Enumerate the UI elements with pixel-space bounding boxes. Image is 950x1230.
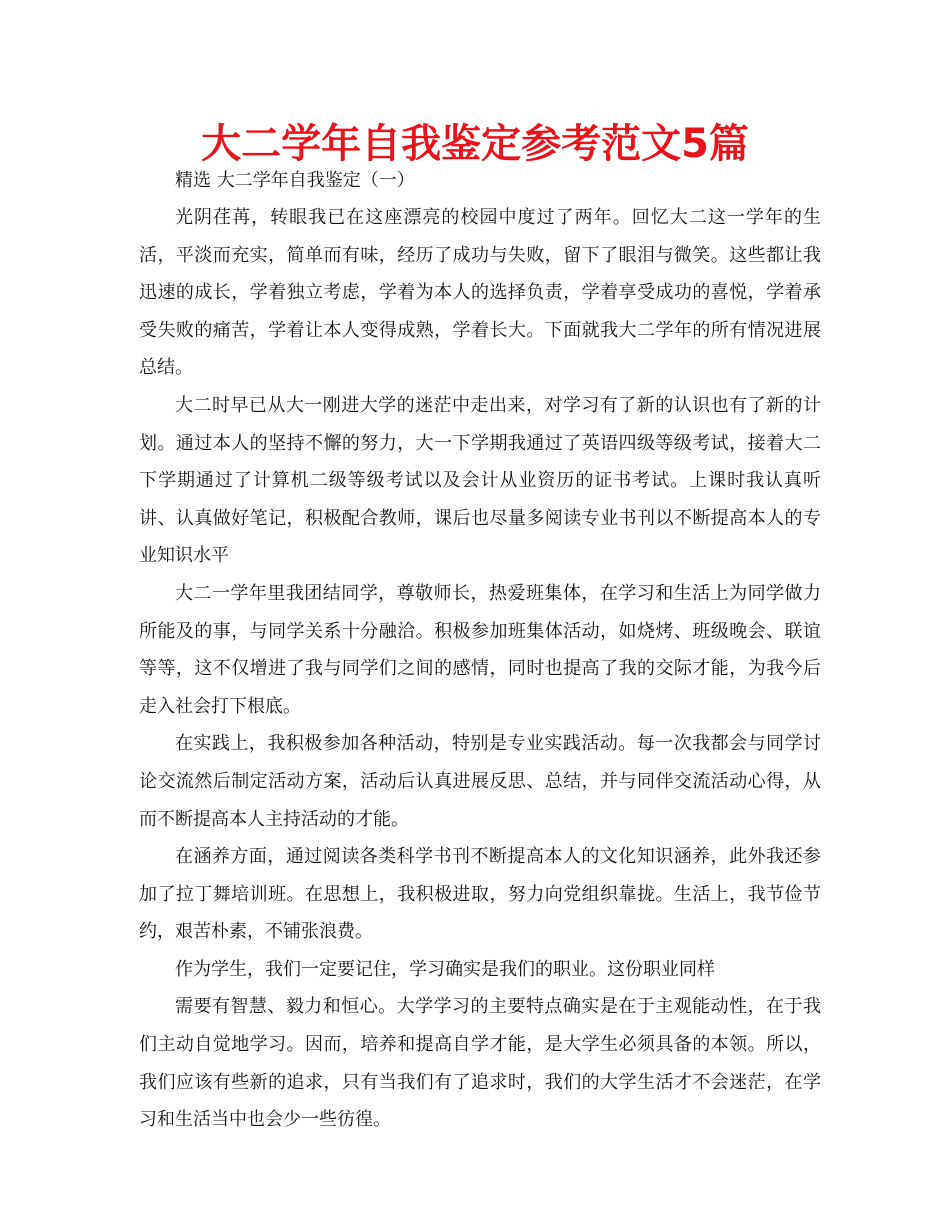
document-title: 大二学年自我鉴定参考范文5篇 [201, 121, 749, 167]
paragraph-self-study: 需要有智慧、毅力和恒心。大学学习的主要特点确实是在于主观能动性，在于我们主动自觉地学习。因而，培养和提高自学才能，是大学生必须具备的本领。所以，我们应该有些新的追求，只有当我们有了追求时，我们的大学生活才不会迷茫，在学习和生活当中也会少一些彷徨。 [139, 996, 821, 1131]
document-body [139, 166, 821, 1139]
paragraph-practice: 在实践上，我积极参加各种活动，特别是专业实践活动。每一次我都会与同学讨论交流然后制定活动方案，活动后认真进展反思、总结，并与同伴交流活动心得，从而不断提高本人主持活动的才能。 [139, 733, 821, 830]
paragraph-classmates: 大二一学年里我团结同学，尊敬师长，热爱班集体，在学习和生活上为同学做力所能及的事，与同学关系十分融洽。积极参加班集体活动，如烧烤、班级晚会、联谊等等，这不仅增进了我与同学们之间的感情，同时也提高了我的交际才能，为我今后走入社会打下根底。 [139, 582, 821, 717]
paragraph-cultivation: 在涵养方面，通过阅读各类科学书刊不断提高本人的文化知识涵养，此外我还参加了拉丁舞培训班。在思想上，我积极进取，努力向党组织靠拢。生活上，我节俭节约，艰苦朴素，不铺张浪费。 [139, 846, 821, 943]
paragraph-intro: 光阴荏苒，转眼我已在这座漂亮的校园中度过了两年。回忆大二这一学年的生活，平淡而充实，简单而有味，经历了成功与失败，留下了眼泪与微笑。这些都让我迅速的成长，学着独立考虑，学着为本人的选择负责，学着享受成功的喜悦，学着承受失败的痛苦，学着让本人变得成熟，学着长大。下面就我大二学年的所有情况进展总结。 [139, 207, 821, 379]
section-subtitle: 精选 大二学年自我鉴定（一） [175, 170, 415, 191]
paragraph-study: 大二时早已从大一刚进大学的迷茫中走出来，对学习有了新的认识也有了新的计划。通过本人的坚持不懈的努力，大一下学期我通过了英语四级等级考试，接着大二下学期通过了计算机二级等级考试以及会计从业资历的证书考试。上课时我认真听讲、认真做好笔记，积极配合教师，课后也尽量多阅读专业书刊以不断提高本人的专业知识水平 [139, 394, 821, 567]
paragraph-student-duty: 作为学生，我们一定要记住，学习确实是我们的职业。这份职业同样 [175, 958, 715, 980]
